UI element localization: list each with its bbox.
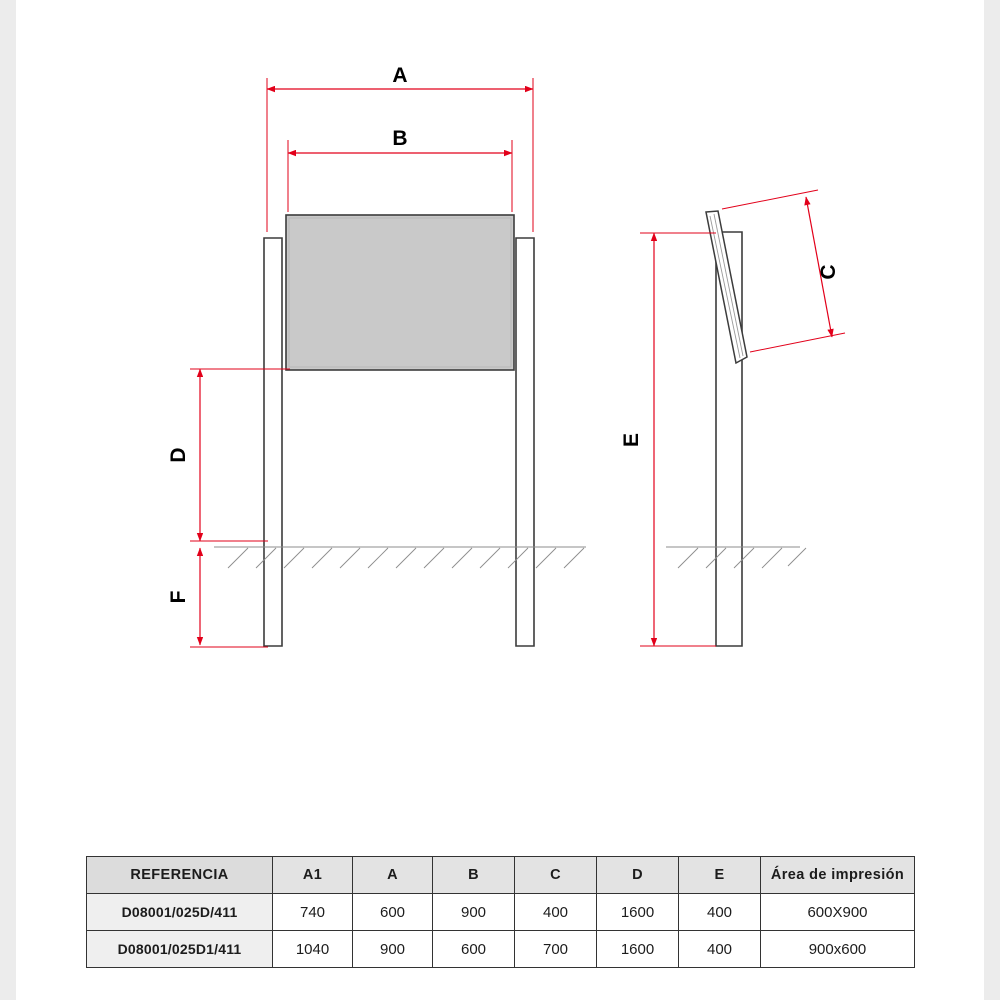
dimension-c [806, 197, 840, 337]
column-header-d: D [597, 857, 679, 894]
cell-c: 400 [515, 894, 597, 931]
dimension-e-label: E [620, 432, 643, 448]
front-extension-lines-b [288, 140, 512, 212]
dimension-f-label: F [167, 590, 190, 604]
dimension-c-label: C [817, 264, 840, 280]
cell-d: 1600 [597, 931, 679, 968]
cell-referencia: D08001/025D1/411 [87, 931, 273, 968]
side-view-group [620, 190, 845, 646]
dimension-f [167, 548, 200, 645]
cell-d: 1600 [597, 894, 679, 931]
cell-b: 900 [433, 894, 515, 931]
column-header-area: Área de impresión [761, 857, 915, 894]
dimension-b [288, 127, 512, 153]
side-extension-lines-e [640, 233, 716, 646]
cell-referencia: D08001/025D/411 [87, 894, 273, 931]
cell-a: 600 [353, 894, 433, 931]
cell-area: 600X900 [761, 894, 915, 931]
cell-area: 900x600 [761, 931, 915, 968]
table-header-row [87, 857, 915, 894]
column-header-c: C [515, 857, 597, 894]
cell-a1: 740 [273, 894, 353, 931]
front-extension-lines-a [267, 78, 533, 232]
front-right-post [516, 238, 534, 646]
front-sign-panel [286, 215, 514, 370]
front-left-post [264, 238, 282, 646]
column-header-referencia: REFERENCIA [87, 857, 273, 894]
cell-e: 400 [679, 894, 761, 931]
table-row [87, 894, 915, 931]
column-header-a1: A1 [273, 857, 353, 894]
dimension-d-label: D [167, 447, 190, 463]
dimension-e [620, 233, 654, 646]
column-header-a: A [353, 857, 433, 894]
cell-b: 600 [433, 931, 515, 968]
dimension-a-label: A [392, 64, 408, 87]
cell-a1: 1040 [273, 931, 353, 968]
front-view-group [167, 64, 586, 647]
column-header-e: E [679, 857, 761, 894]
table-row [87, 931, 915, 968]
dimension-d [167, 369, 200, 541]
cell-a: 900 [353, 931, 433, 968]
dimension-b-label: B [392, 127, 408, 150]
cell-c: 700 [515, 931, 597, 968]
spec-table [86, 856, 915, 968]
dimension-a [267, 64, 533, 89]
column-header-b: B [433, 857, 515, 894]
cell-e: 400 [679, 931, 761, 968]
spec-table-wrapper [86, 856, 914, 968]
